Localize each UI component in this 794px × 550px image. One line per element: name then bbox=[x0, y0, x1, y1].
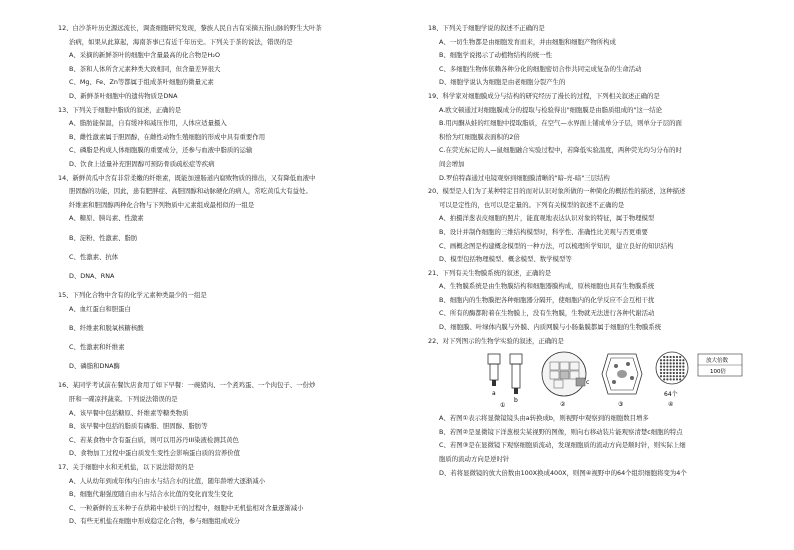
answer-option[interactable]: C、若某食物中含有蛋白质，则可以用苏丹III染液检测其黄色 bbox=[69, 435, 239, 444]
answer-option[interactable]: B、淀粉、性激素、脂肪 bbox=[69, 233, 138, 242]
answer-option[interactable]: D、DNA、RNA bbox=[69, 271, 115, 280]
cell-count-label: 64个 bbox=[664, 391, 678, 399]
tissue-cell-dot bbox=[670, 375, 672, 377]
tissue-cell-dot bbox=[666, 379, 668, 381]
tissue-cell-dot bbox=[679, 375, 681, 377]
answer-option[interactable]: A.欧文顿通过对细胞膜成分的提取与检验得出"细胞膜是由脂质组成的"这一结论 bbox=[439, 105, 663, 114]
tissue-cell-dot bbox=[679, 363, 681, 365]
tissue-cell-dot bbox=[682, 375, 684, 377]
question-stem-continued: 肝和一碟凉拌蔬菜。下列说法错误的是 bbox=[69, 395, 178, 403]
question-stem: 16、某同学考试前在餐饮店食用了如下早餐：一碗猪肉、一个煮鸡蛋、一个肉包子、一份炒 bbox=[58, 381, 316, 390]
tissue-cell-dot bbox=[663, 375, 665, 377]
answer-option[interactable]: A、人从幼年到成年体内自由水与结合水的比值，随年龄增大逐渐减小 bbox=[69, 476, 266, 485]
answer-option[interactable]: A、糖原、胰岛素、性激素 bbox=[69, 214, 144, 223]
answer-option[interactable]: B.用丙酮从蛙的红细胞中提取脂质，在空气—水界面上铺成单分子层，则单分子层的面 bbox=[439, 119, 682, 128]
figure-1-label: ① bbox=[500, 402, 506, 409]
tissue-cell-dot bbox=[663, 372, 665, 374]
figure-4-label: ④ bbox=[668, 401, 674, 409]
experiment-figures bbox=[484, 348, 768, 412]
tissue-cell-dot bbox=[666, 372, 668, 374]
tissue-cell-dot bbox=[679, 366, 681, 368]
answer-option[interactable]: D、食物加工过程中蛋白质发生变性会影响蛋白质的营养价值 bbox=[69, 449, 241, 458]
answer-option[interactable]: D、新鲜茶叶细胞中的遗传物质是DNA bbox=[69, 91, 178, 100]
tissue-cell-dot bbox=[673, 356, 675, 358]
answer-option[interactable]: B、茶和人体所含元素种类大致相同，但含量差异很大 bbox=[69, 64, 221, 73]
answer-option[interactable]: C.在荧光标记的人—鼠细胞融合实验过程中，若降低实验温度，两种荧光均匀分布的时 bbox=[439, 146, 682, 155]
answer-option[interactable]: D、磷脂和DNA酶 bbox=[69, 362, 120, 371]
answer-option[interactable]: B、细胞内的生物膜把各种细胞器分隔开，使细胞内的化学反应不会互相干扰 bbox=[439, 295, 655, 304]
tissue-cell-dot bbox=[663, 366, 665, 368]
question-stem-continued: 纤维素和胆固醇两种化合物与下列物质中元素组成最相似的一组是 bbox=[69, 200, 255, 209]
answer-option[interactable]: A、血红蛋白和胆蛋白 bbox=[69, 304, 131, 313]
tissue-cell-dot bbox=[670, 363, 672, 365]
tissue-cell-dot bbox=[682, 369, 684, 371]
tissue-cell-dot bbox=[663, 356, 665, 358]
tissue-cell-dot bbox=[673, 363, 675, 365]
answer-option[interactable]: A、脂肪能保温，自有缓冲和减压作用，人体应适量摄入 bbox=[69, 119, 227, 128]
question-stem: 18、下列关于细胞学说的叙述不正确的是 bbox=[428, 24, 545, 32]
tissue-cell-dot bbox=[663, 359, 665, 361]
answer-option[interactable]: B、纤维素和脱氧核糖核酸 bbox=[69, 323, 144, 332]
answer-option[interactable]: C、画概念图是构建概念模型的一种方法，可以梳理所学知识，建立良好的知识结构 bbox=[439, 241, 674, 250]
answer-option[interactable]: A、拍摄洋葱表皮细胞的照片，能直观地表达认识对象的特征，属于物理模型 bbox=[439, 214, 655, 223]
left-column bbox=[58, 22, 396, 529]
figure-1-objective-lenses bbox=[484, 348, 530, 408]
tissue-cell-dot bbox=[676, 379, 678, 381]
answer-option[interactable]: C、性激素和纤维素 bbox=[69, 343, 125, 352]
tissue-cell-dot bbox=[676, 375, 678, 377]
tissue-cell-dot bbox=[660, 363, 662, 365]
tissue-cell-dot bbox=[670, 379, 672, 381]
answer-option[interactable]: C、多细胞生物体依赖各种分化的细胞密切合作共同完成复杂的生命活动 bbox=[439, 64, 642, 73]
question-stem: 12、白沙茶叶历史源远流长，调查细胞研究发现，黎族人民自古有采摘五指山脉的野生大叶茶 bbox=[58, 24, 322, 32]
tissue-cell-dot bbox=[660, 375, 662, 377]
question-stem: 14、新鲜黄瓜中含有非常柔嫩的纤维素，既能加速肠道内腐败物质的排出，又有降低血液中 bbox=[58, 173, 316, 182]
answer-option[interactable]: 间会增加 bbox=[439, 159, 465, 168]
answer-option[interactable]: B、细胞学说揭示了动植物结构的统一性 bbox=[439, 51, 553, 60]
answer-option[interactable]: D、有些无机盐在细胞中形成稳定化合物，参与细胞组成成分 bbox=[69, 517, 241, 526]
tissue-cell-dot bbox=[663, 379, 665, 381]
answer-option[interactable]: B、若图②是显微镜下洋葱根尖某视野的图像，则向右移动装片能观察清楚c细胞的特点 bbox=[439, 427, 683, 436]
question-stem-continued: 胆固醇的功能，因此，患有肥胖症、高胆固醇和动脉硬化的病人，常吃黄瓜大有益处。 bbox=[69, 187, 312, 196]
answer-option[interactable]: D、若将显微镜的放大倍数由100X换成400X，则图④视野中的64个组织细胞将变为4个 bbox=[439, 468, 687, 477]
answer-option[interactable]: C、Mg、Fe、Zn等都属于组成茶叶细胞的微量元素 bbox=[69, 78, 214, 87]
figure-4-tissue-cells bbox=[652, 348, 752, 408]
tissue-cell-dot bbox=[676, 372, 678, 374]
answer-option[interactable]: D、细胞膜、叶绿体内膜与外膜、内质网膜与小肠黏膜都属于细胞的生物膜系统 bbox=[439, 323, 662, 332]
answer-option[interactable]: B、设计并制作细胞的三维结构模型时，科学性、准确性比美观与否更重要 bbox=[439, 227, 648, 236]
tissue-cell-dot bbox=[666, 369, 668, 371]
answer-option[interactable]: C、所有的酶都附着在生物膜上，没有生物膜，生物就无法进行各种代谢活动 bbox=[439, 309, 655, 318]
tissue-cell-dot bbox=[666, 356, 668, 358]
answer-option[interactable]: A、若图①表示将显微镜镜头由a转换成b，则视野中观察到的细胞数目增多 bbox=[439, 414, 649, 423]
tissue-cell-dot bbox=[670, 372, 672, 374]
answer-option[interactable]: C、若图③是在显微镜下观察细胞质流动，发现细胞质的流动方向是顺时针，则实际上细 bbox=[439, 441, 686, 450]
figure-2-label: ② bbox=[560, 401, 566, 409]
answer-option[interactable]: C、一粒新鲜的玉米种子在烘箱中被烘干的过程中，细胞中无机盐相对含量逐渐减小 bbox=[69, 503, 304, 512]
tissue-cell-dot bbox=[682, 372, 684, 374]
figure-3-cytoplasm-flow bbox=[598, 348, 646, 408]
tissue-cell-dot bbox=[679, 359, 681, 361]
mag-value: 100倍 bbox=[710, 369, 726, 376]
tissue-cell-dot bbox=[676, 359, 678, 361]
question-stem-continued: 治病，如果从此算起，海南茶事已有近千年历史。下列关于茶的说法，错误的是 bbox=[69, 37, 293, 46]
tissue-cell-dot bbox=[676, 369, 678, 371]
tissue-cell-dot bbox=[660, 366, 662, 368]
tissue-cell-dot bbox=[666, 359, 668, 361]
question-stem: 20、模型是人们为了某种特定目的而对认识对象所做的一种简化的概括性的描述，这种描述 bbox=[428, 187, 686, 196]
tissue-cell-dot bbox=[673, 369, 675, 371]
tissue-cell-dot bbox=[673, 379, 675, 381]
answer-option[interactable]: A、一切生物都是由细胞发育而来，并由细胞和细胞产物所构成 bbox=[439, 37, 616, 46]
answer-option[interactable]: A、生物膜系统是由生物膜结构和细胞器膜构成，原核细胞也具有生物膜系统 bbox=[439, 282, 655, 291]
lens-b-label: b bbox=[514, 397, 518, 405]
answer-option[interactable]: A、采摘的新鲜茶叶的细胞中含量最高的化合物是H₂O bbox=[69, 51, 220, 60]
tissue-cell-dot bbox=[666, 366, 668, 368]
answer-option[interactable]: C、磷脂是构成人体细胞膜的重要成分，还参与血液中脂质的运输 bbox=[69, 146, 253, 155]
tissue-cell-dot bbox=[670, 366, 672, 368]
tissue-cell-dot bbox=[682, 359, 684, 361]
tissue-cell-dot bbox=[660, 359, 662, 361]
question-stem: 19、科学家对细胞膜成分与结构的研究经历了漫长的过程，下列相关叙述正确的是 bbox=[428, 91, 660, 100]
question-stem-continued: 可以是定性的，也可以是定量的。下列有关模型的叙述不正确的是 bbox=[439, 200, 625, 209]
tissue-cell-dot bbox=[679, 379, 681, 381]
tissue-cell-dot bbox=[663, 369, 665, 371]
tissue-cell-dot bbox=[676, 363, 678, 365]
answer-option[interactable]: 积恰为红细胞膜表面积的2倍 bbox=[439, 132, 520, 141]
question-stem: 17、关于细胞中水和无机盐，以下说法错误的是 bbox=[58, 462, 194, 471]
tissue-cell-dot bbox=[682, 366, 684, 368]
tissue-cell-dot bbox=[666, 375, 668, 377]
tissue-cell-dot bbox=[679, 369, 681, 371]
right-column bbox=[428, 22, 768, 480]
tissue-cell-dot bbox=[679, 356, 681, 358]
answer-option[interactable]: C、性激素、抗体 bbox=[69, 252, 119, 261]
tissue-cell-dot bbox=[676, 356, 678, 358]
answer-option[interactable]: D、细胞学说认为细胞是由老细胞分裂产生的 bbox=[439, 78, 566, 87]
answer-option[interactable]: 胞质的流动方向是逆时针 bbox=[439, 455, 510, 464]
tissue-cell-dot bbox=[679, 372, 681, 374]
tissue-cell-dot bbox=[670, 369, 672, 371]
question-stem: 22、对下列图示的生物学实验的叙述，正确的是 bbox=[428, 336, 564, 345]
answer-option[interactable]: D、模型包括物理模型、概念模型、数学模型等 bbox=[439, 255, 572, 264]
tissue-cell-dot bbox=[682, 363, 684, 365]
tissue-cell-dot bbox=[676, 366, 678, 368]
answer-option[interactable]: D.罗伯特森通过电镜观察到细胞膜清晰的"暗-亮-暗"三层结构 bbox=[439, 173, 610, 182]
figure-2-root-tip-cells bbox=[536, 348, 592, 408]
mag-title: 放大倍数 bbox=[706, 358, 729, 365]
cell-c-label: c bbox=[586, 379, 590, 387]
tissue-cell-dot bbox=[666, 363, 668, 365]
tissue-cell-dot bbox=[673, 359, 675, 361]
question-stem: 13、下列关于细胞中脂质的叙述，正确的是 bbox=[58, 105, 182, 114]
answer-option[interactable]: B、该早餐中包括的脂质有磷脂、胆固醇、脂肪等 bbox=[69, 422, 208, 431]
tissue-cell-dot bbox=[673, 372, 675, 374]
tissue-cell-dot bbox=[663, 363, 665, 365]
question-stem: 15、下列化合物中含有的化学元素种类最少的一组是 bbox=[58, 291, 207, 300]
tissue-cell-dot bbox=[660, 372, 662, 374]
answer-option[interactable]: B、雌性激素属于胆固醇，在雌性动物生殖细胞的形成中具有重要作用 bbox=[69, 132, 266, 141]
question-stem: 21、下列有关生物膜系统的叙述，正确的是 bbox=[428, 268, 552, 277]
lens-a-label: a bbox=[492, 390, 496, 398]
answer-option[interactable]: D、饮食上适量补充胆固醇可预防骨质疏松症等疾病 bbox=[69, 159, 215, 168]
tissue-cell-dot bbox=[673, 366, 675, 368]
tissue-cell-dot bbox=[670, 356, 672, 358]
tissue-cell-dot bbox=[660, 369, 662, 371]
answer-option[interactable]: B、细胞代谢强度随自由水与结合水比值的变化而发生变化 bbox=[69, 490, 234, 499]
answer-option[interactable]: A、该早餐中包括糖原、纤维素等糖类物质 bbox=[69, 408, 189, 417]
tissue-cell-dot bbox=[670, 359, 672, 361]
tissue-cell-dot bbox=[673, 375, 675, 377]
figure-3-label: ③ bbox=[618, 401, 624, 409]
